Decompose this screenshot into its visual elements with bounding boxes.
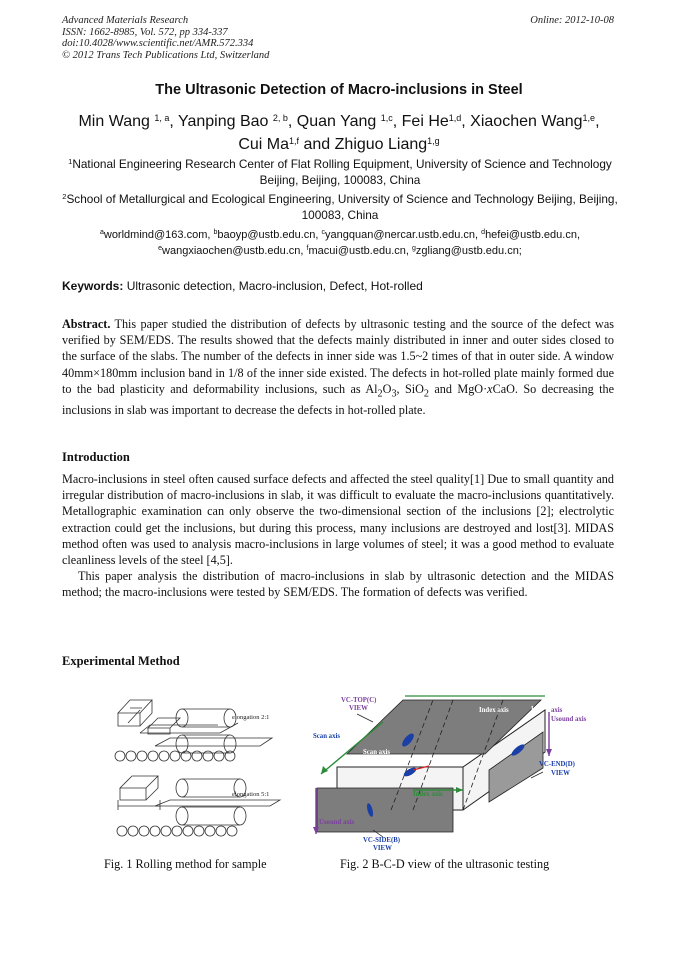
keywords <box>62 279 423 293</box>
fig1-label: elongation 2:1 <box>232 714 270 721</box>
section-heading-experimental-method: Experimental Method <box>62 654 180 668</box>
paragraph: Macro-inclusions in steel often caused surface defects and affected the steel quality[1] Due to small quantity and irregular distribution of macro-inclusions in slab, it was difficult to evaluate the macro-inclusions quantitatively. Metallographic examination can only observe the two-dimensional section of the inclusions [2]; electrolytic extraction could get the inclusions, but during this process, many inclusions are destroyed and lost[3]. MIDAS method often was used to analysis macro-inclusions in large volumes of steel; it was a good method to evaluate cleanliness levels of the steel [4,5]. <box>62 472 614 568</box>
abstract-label: Abstract. <box>62 317 111 331</box>
section-heading-introduction: Introduction <box>62 450 130 464</box>
fig2-label: VIEW <box>551 770 570 777</box>
keywords-label: Keywords: <box>62 279 124 293</box>
rolling-diagram <box>100 688 300 848</box>
author: Quan Yang $^{1,c}$ <box>296 113 393 130</box>
paragraph: This paper analysis the distribution of macro-inclusions in slab by ultrasonic detection and the MIDAS method; the macro-inclusions were tested by SEM/EDS. The formation of defects was verified. <box>62 569 614 600</box>
fig2-label: Usound axis <box>319 819 355 826</box>
figure-1-caption: Fig. 1 Rolling method for sample <box>104 857 267 871</box>
keywords-text: Ultrasonic detection, Macro-inclusion, Defect, Hot-rolled <box>126 279 423 293</box>
journal-name: Advanced Materials Research <box>62 15 189 26</box>
author: Min Wang $^{1, a}$ <box>78 113 170 130</box>
figure-1 <box>100 688 300 848</box>
introduction-body <box>62 471 614 601</box>
fig2-label: Index axis <box>479 707 509 714</box>
bcd-view-diagram <box>313 692 595 852</box>
fig1-label: elongation 5:1 <box>232 791 270 798</box>
fig2-label: VIEW <box>373 845 392 852</box>
author: Xiaochen Wang$^{1,e}$ <box>470 113 596 130</box>
journal-header <box>62 15 269 61</box>
fig2-label: axis <box>551 707 563 714</box>
copyright: © 2012 Trans Tech Publications Ltd, Switzerland <box>62 49 270 61</box>
issn: ISSN: 1662-8985, Vol. 572, pp 334-337 <box>62 26 228 38</box>
paper-title: The Ultrasonic Detection of Macro-inclusions in Steel <box>155 82 523 98</box>
fig2-label: VC-TOP(C) <box>341 697 377 704</box>
email-list: $^a$worldmind@163.com, $^b$baoyp@ustb.edu.cn, $^c$yangquan@nercar.ustb.edu.cn, $^d$hefei@ustb.edu.cn, $^e$wangxiaochen@ustb.edu.cn, $^f$macui@ustb.edu.cn, $^g$zgliang@ustb.edu.cn; <box>99 229 581 257</box>
fig2-label: Usound axis <box>551 716 587 723</box>
author: Yanping Bao $^{2, b}$ <box>177 113 288 130</box>
fig2-label: VIEW <box>349 705 368 712</box>
affiliation-2: $^2$School of Metallurgical and Ecological Engineering, University of Science and Technology Beijing, Beijing, 100083, China <box>62 192 618 222</box>
abstract: Abstract. This paper studied the distribution of defects by ultrasonic testing and the source of the defect was verified by SEM/EDS. The results showed that the defects mainly distributed in inner and outer sides closed to the surface of the slabs. The number of the defects in inner side was 1.5~2 times of that in outer side. A window 40mm×180mm inclusion band in 1/8 of the inner side existed. The defects in hot-rolled plate mainly formed due to the bad plasticity and deformability inclusions, such as $Al_2O_3$, SiO$_2$ and MgO·xCaO. So decreasing the inclusions in slab was important to decrease the defects in hot-rolled plate. <box>62 317 615 418</box>
fig2-label: VC-END(D) <box>539 761 575 768</box>
figure-2-caption: Fig. 2 B-C-D view of the ultrasonic testing <box>340 857 550 871</box>
fig2-label: Scan axis <box>363 749 391 756</box>
fig2-label: Index axis <box>413 791 443 798</box>
figure-2 <box>313 692 595 852</box>
fig2-label: Scan axis <box>313 733 341 740</box>
fig2-label: VC-SIDE(B) <box>363 837 401 844</box>
author-list: Min Wang $^{1, a}$, Yanping Bao $^{2, b}$, Quan Yang $^{1,c}$, Fei He$^{1,d}$, Xiaochen Wang$^{1,e}$, Cui Ma$^{1,f}$ and Zhiguo Liang$^{1,g}$ <box>78 113 600 153</box>
author: Zhiguo Liang$^{1,g}$ <box>334 136 440 153</box>
fig2-label: In <box>531 706 538 713</box>
author: Fei He$^{1,d}$ <box>401 113 462 130</box>
online-date: Online: 2012-10-08 <box>530 15 614 26</box>
doi: doi:10.4028/www.scientific.net/AMR.572.334 <box>62 38 254 49</box>
affiliation-1: $^1$National Engineering Research Center of Flat Rolling Equipment, University of Science and Technology Beijing, Beijing, 100083, China <box>68 157 612 187</box>
author: Cui Ma$^{1,f}$ <box>238 136 300 153</box>
